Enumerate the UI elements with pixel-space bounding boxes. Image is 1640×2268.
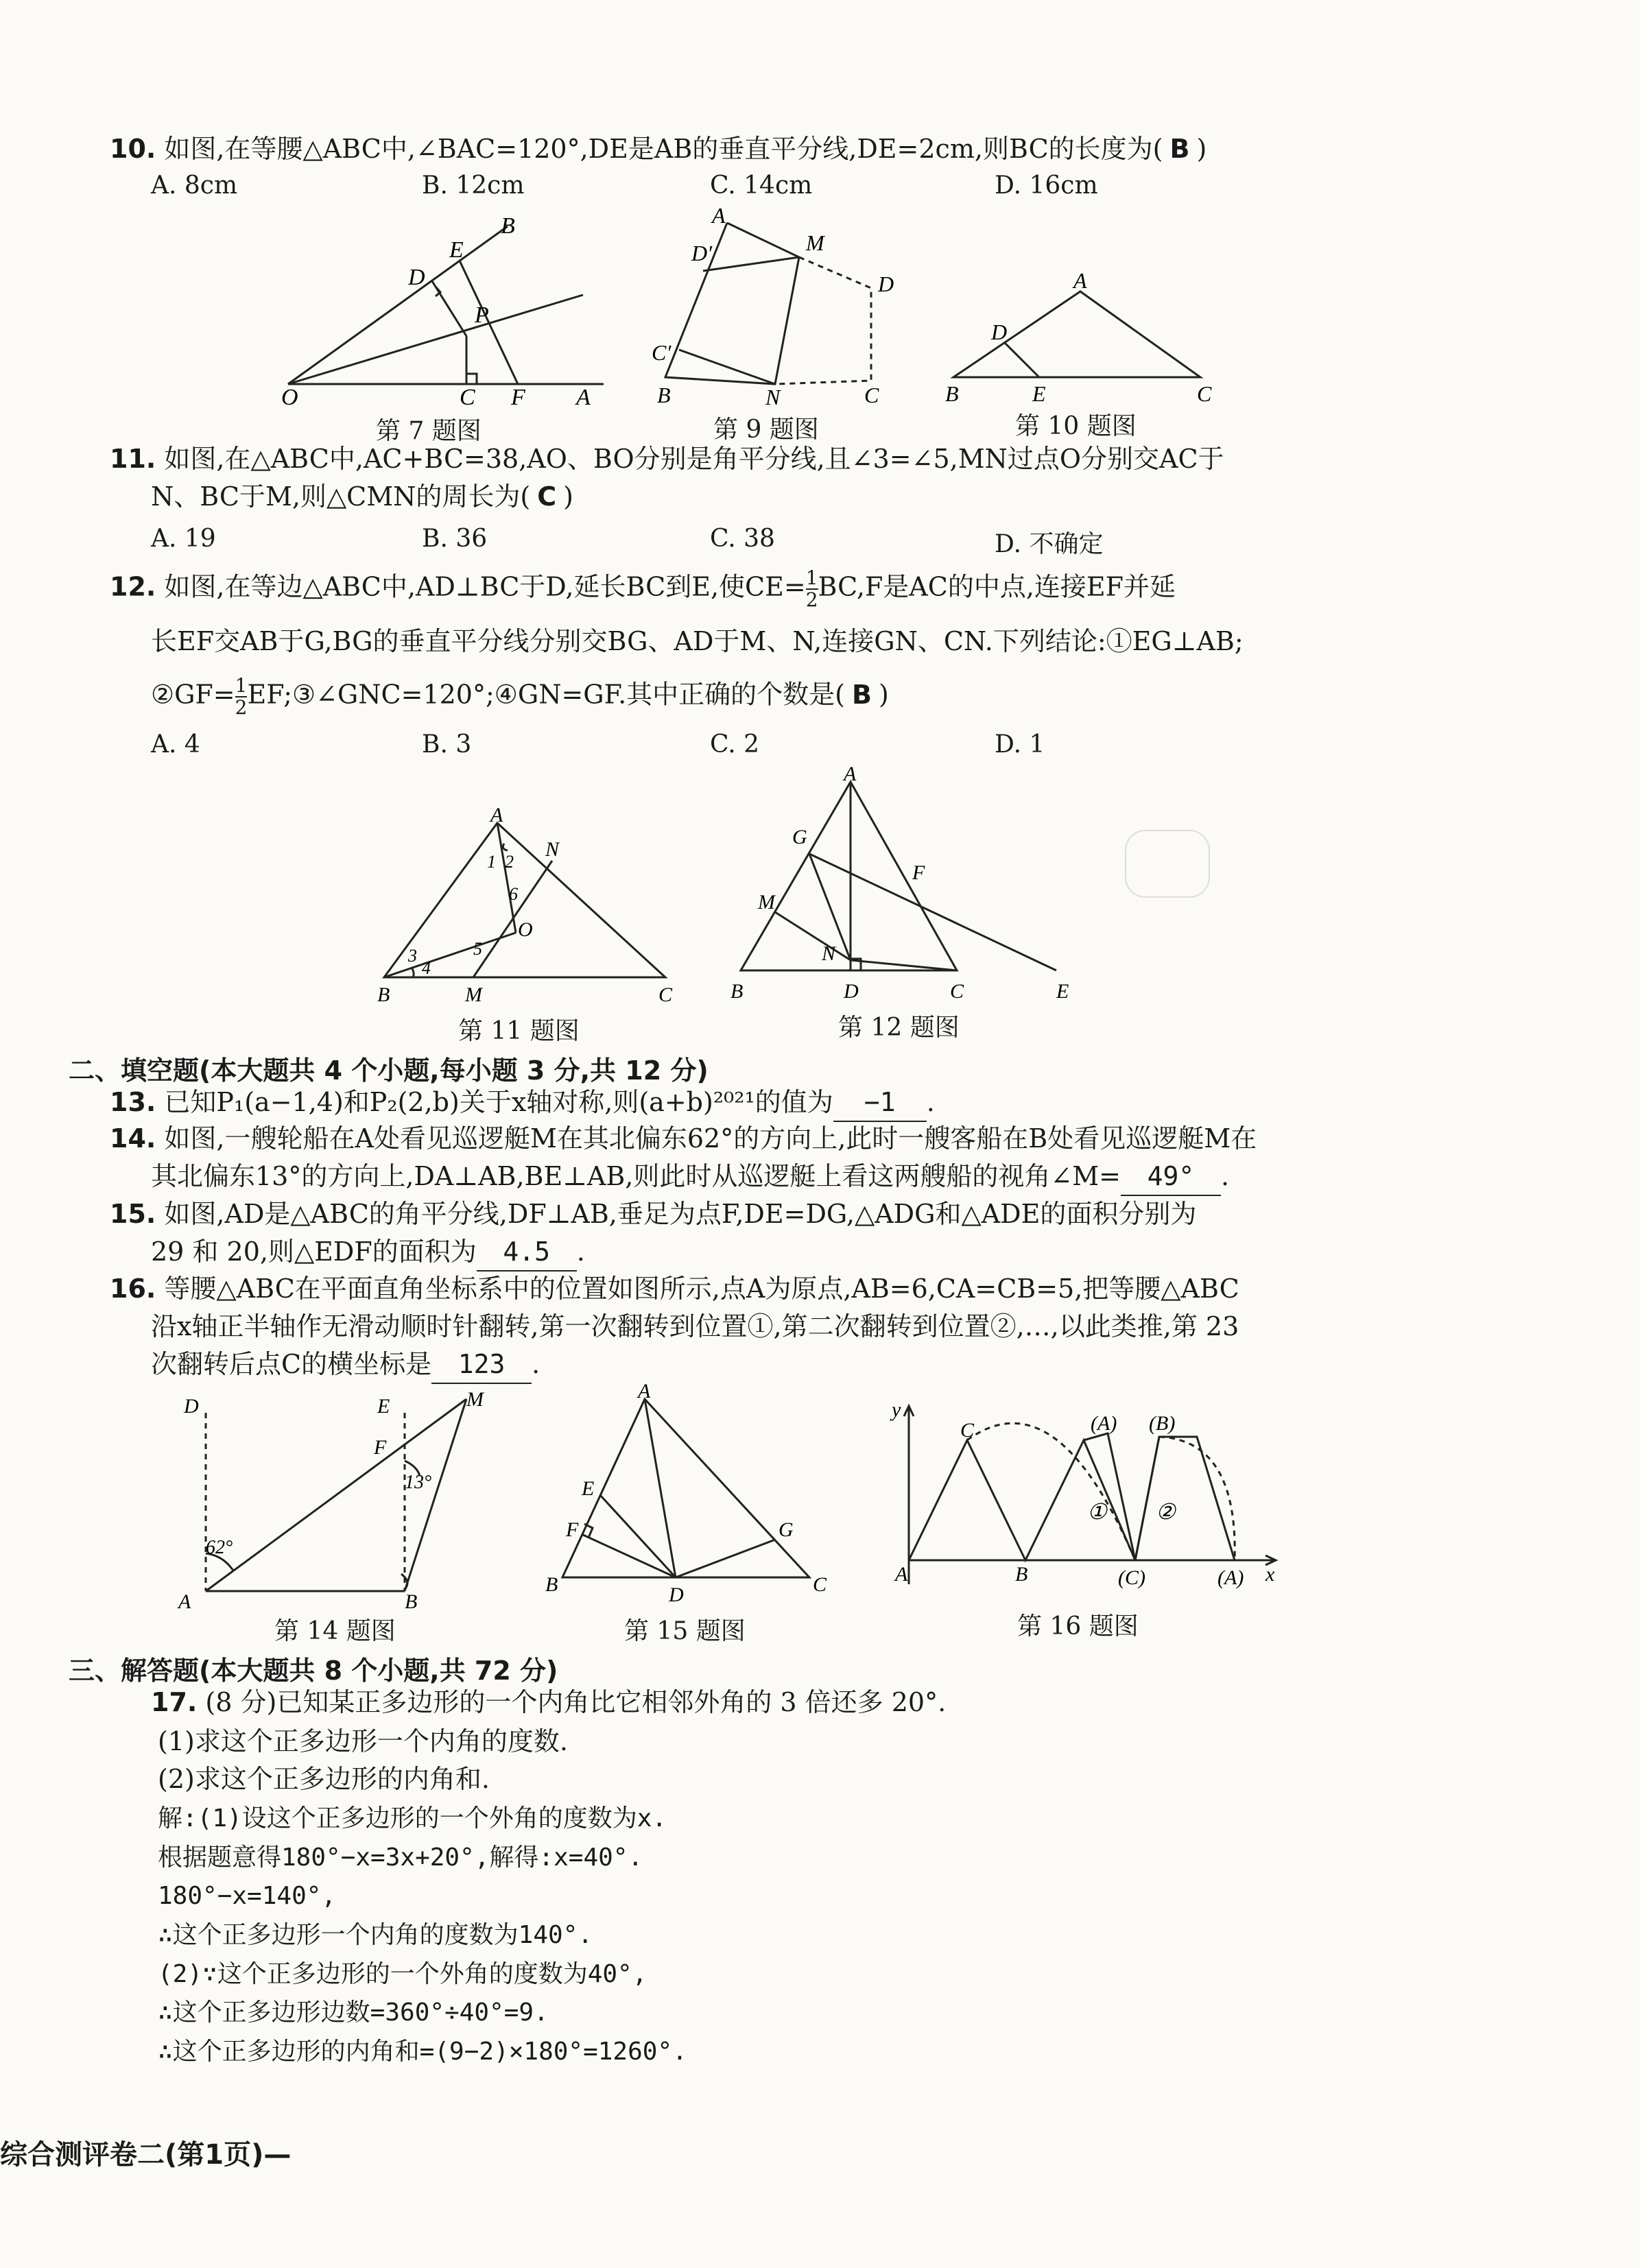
label: 13°	[405, 1472, 432, 1493]
label: B	[730, 980, 744, 1003]
option-d: D. 1	[995, 730, 1045, 759]
label: ①	[1087, 1499, 1107, 1524]
label: N	[545, 838, 560, 861]
figure-15-caption: 第 15 题图	[624, 1617, 746, 1645]
solution-line: 180°−x=140°,	[158, 1882, 337, 1910]
label: C	[658, 983, 673, 1006]
label: C′	[652, 340, 672, 365]
figure-9-caption: 第 9 题图	[713, 416, 819, 444]
label: 4	[422, 958, 431, 978]
label: A	[490, 804, 503, 826]
question-13: 13. 已知P₁(a−1,4)和P₂(2,b)关于x轴对称,则(a+b)²⁰²¹的值为 −1 .	[110, 1084, 935, 1122]
label: N	[765, 385, 781, 408]
question-text: 沿x轴正半轴作无滑动顺时针翻转,第一次翻转到位置①,第二次翻转到位置②,…,以此类推,第 23	[151, 1311, 1239, 1341]
label: B	[377, 983, 390, 1006]
solution-line: 解:(1)设这个正多边形的一个外角的度数为x.	[158, 1804, 667, 1833]
label: B	[945, 381, 959, 406]
label: B	[501, 213, 515, 239]
label: B	[405, 1590, 418, 1612]
question-17: 17. (8 分)已知某正多边形的一个内角比它相邻外角的 3 倍还多 20°.	[151, 1687, 947, 1717]
question-15: 15. 如图,AD是△ABC的角平分线,DF⊥AB,垂足为点F,DE=DG,△ADG和△ADE的面积分别为	[110, 1199, 1197, 1229]
page-footer: 综合测评卷二(第1页)—	[0, 2139, 292, 2171]
solution-line: 根据题意得180°−x=3x+20°,解得:x=40°.	[158, 1843, 643, 1872]
label: D	[844, 980, 859, 1003]
label: (A)	[1091, 1412, 1117, 1435]
label: F	[566, 1518, 579, 1541]
fraction: $\frac{1}{2}$	[805, 566, 818, 611]
answer-blank: 49°	[1121, 1158, 1221, 1196]
section-title-fill-in: 二、填空题(本大题共 4 个小题,每小题 3 分,共 12 分)	[69, 1055, 709, 1086]
figure-10-caption: 第 10 题图	[1015, 412, 1137, 440]
figure-11	[364, 802, 686, 1008]
label: A	[895, 1563, 908, 1586]
label: A	[1073, 268, 1087, 293]
answer: C	[537, 481, 557, 512]
label: D′	[691, 241, 713, 265]
answer: B	[1169, 134, 1190, 164]
question-10: 10. 如图,在等腰△ABC中,∠BAC=120°,DE是AB的垂直平分线,DE=2cm,则BC的长度为( B )	[110, 134, 1207, 164]
solution-line: ∴这个正多边形边数=360°÷40°=9.	[158, 1998, 549, 2027]
section-title-solve: 三、解答题(本大题共 8 个小题,共 72 分)	[69, 1656, 558, 1686]
question-text: 长EF交AB于G,BG的垂直平分线分别交BG、AD于M、N,连接GN、CN.下列结论:①EG⊥AB;	[151, 626, 1244, 656]
label: P	[475, 302, 489, 328]
label: C	[864, 383, 879, 407]
label: 1	[487, 852, 496, 872]
solution-line: (2)∵这个正多边形的一个外角的度数为40°,	[158, 1960, 647, 1988]
figure-11-caption: 第 11 题图	[458, 1017, 580, 1045]
label: O	[518, 918, 533, 941]
label: (C)	[1118, 1566, 1145, 1589]
option-a: A. 4	[151, 730, 200, 759]
stamp-mark	[1125, 830, 1210, 898]
label: D	[184, 1395, 199, 1418]
label: C	[1197, 381, 1212, 406]
answer-blank: 4.5	[477, 1233, 577, 1272]
label: A	[844, 763, 857, 785]
label: G	[779, 1518, 794, 1541]
option-b: B. 3	[422, 730, 472, 759]
label: y	[892, 1398, 901, 1421]
figure-16-caption: 第 16 题图	[1017, 1612, 1139, 1640]
label: 5	[473, 939, 482, 959]
label: D	[408, 265, 425, 290]
question-16: 16. 等腰△ABC在平面直角坐标系中的位置如图所示,点A为原点,AB=6,CA=CB=5,把等腰△ABC	[110, 1274, 1239, 1304]
solution-line: ∴这个正多边形一个内角的度数为140°.	[158, 1921, 593, 1949]
label: B	[657, 383, 671, 407]
question-number: 10.	[110, 134, 156, 164]
answer: B	[852, 679, 872, 710]
figure-14-caption: 第 14 题图	[274, 1617, 396, 1645]
label: E	[377, 1395, 390, 1418]
answer-blank: 123	[431, 1346, 532, 1384]
question-number: 12.	[110, 571, 156, 602]
label: D	[669, 1584, 684, 1606]
option-b: B. 36	[422, 525, 488, 553]
sub-question-2: (2)求这个正多边形的内角和.	[158, 1764, 490, 1794]
sub-question-1: (1)求这个正多边形一个内角的度数.	[158, 1726, 568, 1756]
figure-12-caption: 第 12 题图	[838, 1014, 960, 1042]
figure-15	[535, 1378, 857, 1612]
option-d: D. 不确定	[995, 530, 1104, 558]
label: F	[511, 385, 525, 410]
question-12: 12. 如图,在等边△ABC中,AD⊥BC于D,延长BC到E,使CE= $\frac{1}{2}$ BC,F是AC的中点,连接EF并延	[110, 566, 1176, 611]
figure-9	[638, 202, 912, 408]
label: 2	[505, 852, 514, 872]
label: C	[460, 385, 475, 410]
question-text: N、BC于M,则△CMN的周长为(	[151, 481, 531, 512]
question-text: 如图,在△ABC中,AC+BC=38,AO、BO分别是角平分线,且∠3=∠5,MN过点O分别交AC于	[164, 444, 1224, 474]
label: E	[582, 1477, 595, 1500]
label: C	[960, 1419, 975, 1442]
label: D	[991, 320, 1008, 344]
question-number: 11.	[110, 444, 156, 474]
option-d: D. 16cm	[995, 171, 1098, 200]
label: G	[792, 826, 807, 848]
figure-7-caption: 第 7 题图	[376, 417, 482, 445]
label: F	[912, 861, 925, 884]
label: D	[878, 272, 894, 296]
label: M	[758, 891, 775, 914]
label: (A)	[1217, 1566, 1244, 1589]
label: 3	[408, 946, 417, 966]
label: 6	[509, 884, 518, 904]
label: N	[822, 942, 836, 965]
figure-16	[878, 1378, 1290, 1598]
label: E	[1056, 980, 1069, 1003]
label: C	[813, 1573, 827, 1596]
label: A	[638, 1380, 651, 1402]
label: E	[449, 237, 464, 263]
answer-blank: −1	[833, 1084, 927, 1122]
option-c: C. 2	[710, 730, 760, 759]
label: A	[576, 385, 591, 410]
label: C	[950, 980, 964, 1003]
label: M	[466, 1388, 484, 1411]
question-text: 如图,在等腰△ABC中,∠BAC=120°,DE是AB的垂直平分线,DE=2cm,则BC的长度为(	[164, 134, 1163, 164]
solution-line: ∴这个正多边形的内角和=(9−2)×180°=1260°.	[158, 2038, 687, 2066]
label: A	[712, 203, 726, 228]
figure-10	[933, 264, 1228, 408]
option-c: C. 14cm	[710, 171, 813, 200]
label: B	[1015, 1563, 1028, 1586]
option-c: C. 38	[710, 525, 775, 553]
label: M	[465, 983, 482, 1006]
option-a: A. 8cm	[151, 171, 238, 200]
label: F	[374, 1436, 387, 1459]
fraction: $\frac{1}{2}$	[235, 674, 248, 719]
figure-14	[165, 1385, 494, 1612]
label: A	[178, 1590, 191, 1612]
label: B	[545, 1573, 558, 1596]
figure-7	[268, 206, 624, 411]
label: (B)	[1149, 1412, 1176, 1435]
question-14: 14. 如图,一艘轮船在A处看见巡逻艇M在其北偏东62°的方向上,此时一艘客船在B处看见巡逻艇M在	[110, 1123, 1257, 1154]
label: x	[1265, 1563, 1275, 1586]
label: O	[281, 385, 298, 410]
label: E	[1032, 381, 1046, 406]
option-b: B. 12cm	[422, 171, 525, 200]
figure-12	[720, 761, 1091, 1008]
label: ②	[1156, 1499, 1176, 1524]
option-a: A. 19	[151, 525, 216, 553]
label: 62°	[206, 1537, 233, 1558]
label: M	[806, 230, 824, 255]
question-11	[110, 440, 1224, 477]
